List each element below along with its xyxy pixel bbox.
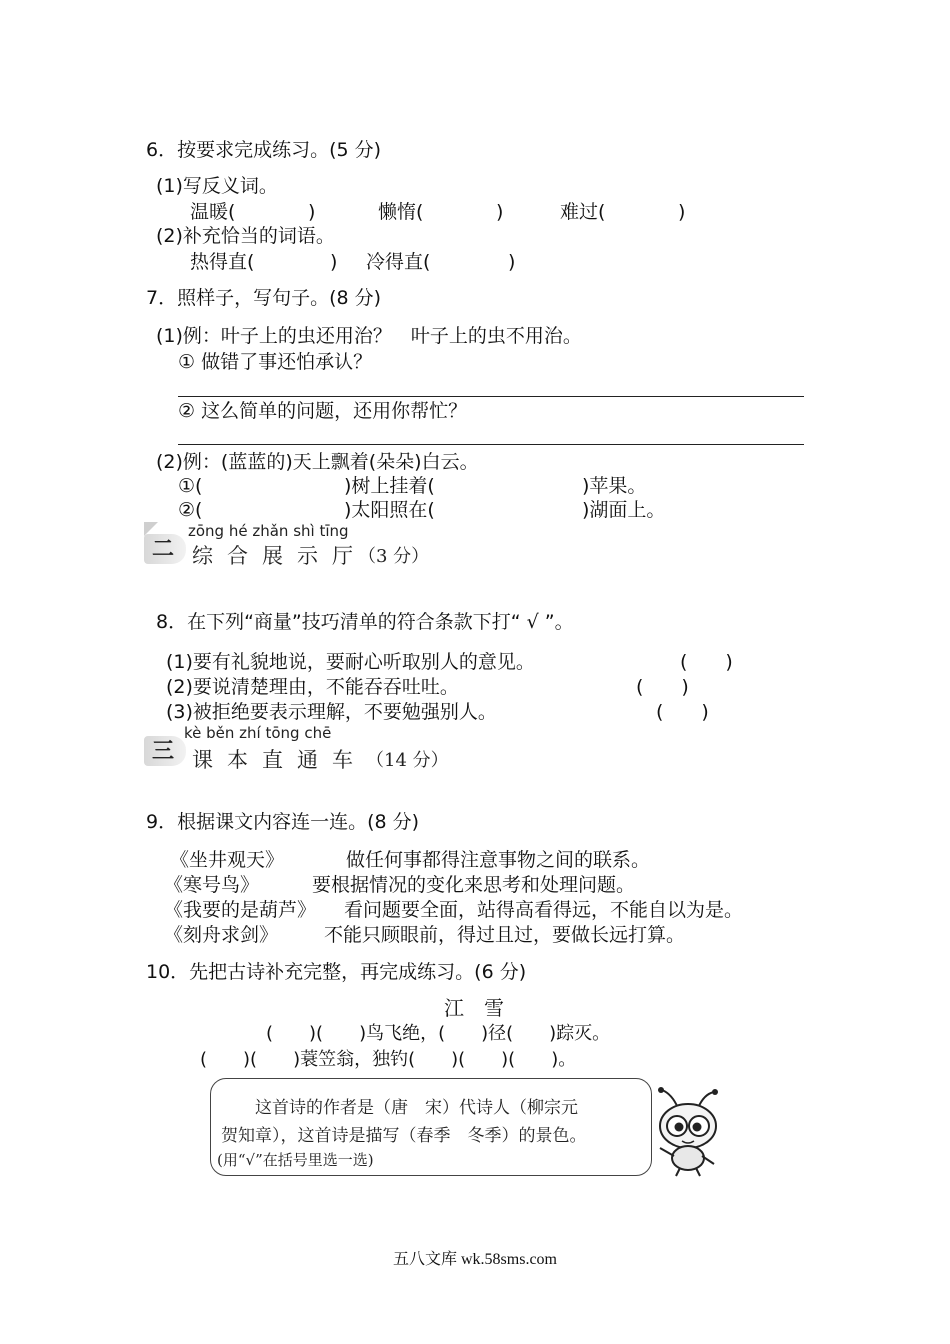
q7-fill-1b: )树上挂着( [344, 475, 435, 497]
q7-title: 7．照样子，写句子。(8 分) [146, 287, 382, 309]
q6-antonym-2: 懒惰( [378, 201, 424, 223]
q7-fill-2c: )湖面上。 [582, 499, 666, 521]
answer-line-2[interactable] [178, 444, 804, 445]
poem-line-2: ( )( )蓑笠翁，独钓( )( )( )。 [200, 1049, 577, 1070]
q8-check-3[interactable]: ( ) [656, 701, 709, 723]
q7-fill-2a: ②( [178, 499, 203, 521]
q7-fill-1c: )苹果。 [582, 475, 647, 497]
q6-fill-1-close: ) [330, 251, 338, 273]
q8-check-2[interactable]: ( ) [636, 676, 689, 698]
q6-antonym-1-close: ) [308, 201, 316, 223]
section-pinyin: zōng hé zhǎn shì tīng [188, 522, 349, 540]
q7-example-1: (1)例：叶子上的虫还用治？ 叶子上的虫不用治。 [156, 325, 582, 347]
footer-watermark: 五八文库 wk.58sms.com [392, 1251, 557, 1268]
section-2-header [144, 522, 444, 568]
q8-title: 8．在下列“商量”技巧清单的符合条款下打“ √ ”。 [156, 611, 574, 633]
q9-left-1[interactable]: 《坐井观天》 [170, 849, 285, 871]
q6-antonym-3: 难过( [560, 201, 606, 223]
q8-item-3: (3)被拒绝要表示理解，不要勉强别人。 [166, 701, 497, 723]
q6-antonym-1: 温暖( [190, 201, 236, 223]
q7-fill-1a: ①( [178, 475, 203, 497]
section-score: （3 分） [358, 546, 430, 567]
q9-right-1[interactable]: 做任何事都得注意事物之间的联系。 [346, 849, 651, 871]
tip-line-1: 这首诗的作者是（唐 宋）代诗人（柳宗元 [255, 1098, 578, 1118]
ant-mascot-icon [648, 1086, 732, 1178]
poem-title: 江 雪 [444, 996, 504, 1020]
section-number: 三 [152, 739, 175, 764]
q6-fill-2-close: ) [508, 251, 516, 273]
q6-fill-1: 热得直( [190, 251, 255, 273]
tip-line-3: (用“√”在括号里选一选) [217, 1151, 374, 1169]
q6-antonym-2-close: ) [496, 201, 504, 223]
q7-item-2: ② 这么简单的问题，还用你帮忙？ [178, 400, 468, 422]
tip-box [210, 1078, 652, 1176]
q9-right-3[interactable]: 看问题要全面，站得高看得远，不能自以为是。 [344, 899, 744, 921]
answer-line-1[interactable] [178, 396, 804, 397]
q6-fill-2: 冷得直( [366, 251, 431, 273]
q8-check-1[interactable]: ( ) [680, 651, 733, 673]
q9-right-4[interactable]: 不能只顾眼前，得过且过，要做长远打算。 [324, 924, 686, 946]
q6-part1-label: (1)写反义词。 [156, 175, 278, 197]
q6-title: 6．按要求完成练习。(5 分) [146, 139, 382, 161]
q7-fill-2b: )太阳照在( [344, 499, 435, 521]
tip-line-2: 贺知章），这首诗是描写（春季 冬季）的景色。 [221, 1126, 587, 1146]
q9-left-4[interactable]: 《刻舟求剑》 [164, 924, 279, 946]
q10-title: 10．先把古诗补充完整，再完成练习。(6 分) [146, 961, 527, 983]
q9-right-2[interactable]: 要根据情况的变化来思考和处理问题。 [312, 874, 636, 896]
q8-item-2: (2)要说清楚理由，不能吞吞吐吐。 [166, 676, 459, 698]
q9-left-2[interactable]: 《寒号鸟》 [164, 874, 260, 896]
section-number: 二 [152, 537, 175, 562]
section-title: 综合展示厅 [192, 544, 367, 568]
q9-left-3[interactable]: 《我要的是葫芦》 [164, 899, 317, 921]
q8-item-1: (1)要有礼貌地说，要耐心听取别人的意见。 [166, 651, 535, 673]
section-score: （14 分） [366, 750, 449, 771]
section-3-header [144, 724, 449, 772]
q7-example-2: (2)例：(蓝蓝的)天上飘着(朵朵)白云。 [156, 451, 479, 473]
section-pinyin: kè běn zhí tōng chē [184, 724, 332, 742]
poem-line-1: ( )( )鸟飞绝，( )径( )踪灭。 [266, 1023, 611, 1044]
q6-antonym-3-close: ) [678, 201, 686, 223]
q6-part2-label: (2)补充恰当的词语。 [156, 225, 335, 247]
section-title: 课本直通车 [192, 748, 367, 772]
q7-item-1: ① 做错了事还怕承认？ [178, 351, 373, 373]
q9-title: 9．根据课文内容连一连。(8 分) [146, 811, 420, 833]
